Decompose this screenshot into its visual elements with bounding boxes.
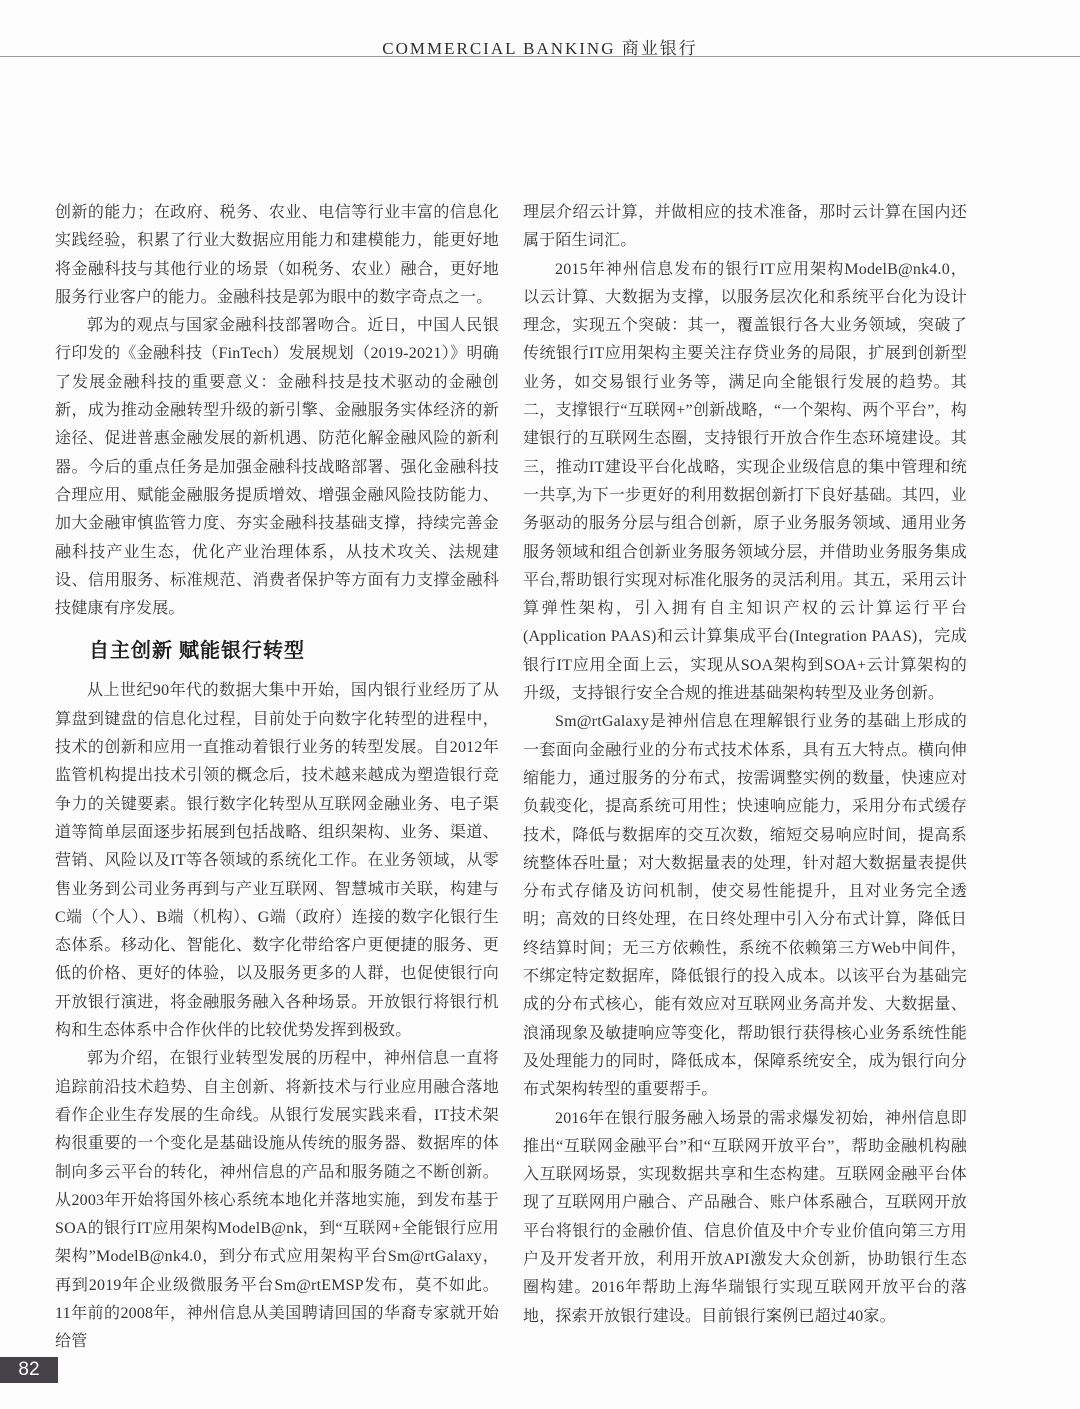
- running-head: COMMERCIAL BANKING 商业银行: [382, 39, 698, 58]
- paragraph-continuation: 理层介绍云计算，并做相应的技术准备，那时云计算在国内还属于陌生词汇。: [523, 204, 967, 250]
- paragraph: 郭为的观点与国家金融科技部署吻合。近日，中国人民银行印发的《金融科技（FinTech）发展规划（2019-2021）》明确了发展金融科技的重要意义：金融科技是技术驱动的金融创新，成为推动金融转型升级的新引擎、金融服务实体经济的新途径、促进普惠金融发展的新机遇、防范化解金融风险的新利器。今后的重点任务是加强金融科技战略部署、强化金融科技合理应用、赋能金融服务提质增效、增强金融风险技防能力、加大金融审慎监管力度、夯实金融科技基础支撑，持续完善金融科技产业生态，优化产业治理体系，从技术攻关、法规建设、信用服务、标准规范、消费者保护等方面有力支撑金融科技健康有序发展。: [55, 317, 499, 618]
- paragraph: Sm@rtGalaxy是神州信息在理解银行业务的基础上形成的一套面向金融行业的分布式技术体系，具有五大特点。横向伸缩能力，通过服务的分布式，按需调整实例的数量，快速应对负载变化，提高系统可用性；快速响应能力，采用分布式缓存技术，降低与数据库的交互次数，缩短交易响应时间，提高系统整体吞吐量；对大数据量表的处理，针对超大数据量表提供分布式存储及访问机制，使交易性能提升，且对业务完全透明；高效的日终处理，在日终处理中引入分布式计算，降低日终结算时间；无三方依赖性，系统不依赖第三方Web中间件，不绑定特定数据库，降低银行的投入成本。以该平台为基础完成的分布式核心，能有效应对互联网业务高并发、大数据量、浪涌现象及敏捷响应等变化，帮助银行获得核心业务系统性能及处理能力的同时，降低成本，保障系统安全，成为银行向分布式架构转型的重要帮手。: [523, 713, 967, 1099]
- paragraph: 2015年神州信息发布的银行IT应用架构ModelB@nk4.0，以云计算、大数据为支撑，以服务层次化和系统平台化为设计理念，实现五个突破：其一，覆盖银行各大业务领域，突破了传统银行IT应用架构主要关注存贷业务的局限，扩展到创新型业务，如交易银行业务等，满足向全能银行发展的趋势。其二，支撑银行“互联网+”创新战略，“一个架构、两个平台”，构建银行的互联网生态圈，支持银行开放合作生态环境建设。其三，推动IT建设平台化战略，实现企业级信息的集中管理和统一共享,为下一步更好的利用数据创新打下良好基础。其四，业务驱动的服务分层与组合创新，原子业务服务领域、通用业务服务领域和组合创新业务服务领域分层，并借助业务服务集成平台,帮助银行实现对标准化服务的灵活利用。其五，采用云计算弹性架构，引入拥有自主知识产权的云计算运行平台(Application PAAS)和云计算集成平台(Integration PAAS)，完成银行IT应用全面上云，实现从SOA架构到SOA+云计算架构的升级，支持银行安全合规的推进基础架构转型及业务创新。: [523, 260, 967, 703]
- article-body: [55, 199, 967, 1357]
- left-column: [55, 199, 499, 1357]
- page-number: 82: [18, 1359, 40, 1380]
- section-heading: 自主创新 赋能银行转型: [89, 640, 305, 663]
- right-column: [523, 199, 967, 1357]
- page-number-badge: [0, 1357, 58, 1383]
- paragraph: 郭为介绍，在银行业转型发展的历程中，神州信息一直将追踪前沿技术趋势、自主创新、将新技术与行业应用融合落地看作企业生存发展的生命线。从银行发展实践来看，IT技术架构很重要的一个变化是基础设施从传统的服务器、数据库的体制向多云平台的转化，神州信息的产品和服务随之不断创新。从2003年开始将国外核心系统本地化并落地实施，到发布基于SOA的银行IT应用架构ModelB@nk，到“互联网+全能银行应用架构”ModelB@nk4.0，到分布式应用架构平台Sm@rtGalaxy，再到2019年企业级微服务平台Sm@rtEMSP发布，莫不如此。11年前的2008年，神州信息从美国聘请回国的华裔专家就开始给管: [55, 1050, 499, 1351]
- paragraph: 2016年在银行服务融入场景的需求爆发初始，神州信息即推出“互联网金融平台”和“互联网开放平台”，帮助金融机构融入互联网场景，实现数据共享和生态构建。互联网金融平台体现了互联网用户融合、产品融合、账户体系融合，互联网开放平台将银行的金融价值、信息价值及中介专业价值向第三方用户及开发者开放，利用开放API激发大众创新，协助银行生态圈构建。2016年帮助上海华瑞银行实现互联网开放平台的落地，探索开放银行建设。目前银行案例已超过40家。: [523, 1109, 967, 1325]
- paragraph: 从上世纪90年代的数据大集中开始，国内银行业经历了从算盘到键盘的信息化过程，目前处于向数字化转型的进程中，技术的创新和应用一直推动着银行业务的转型发展。自2012年监管机构提出技术引领的概念后，技术越来越成为塑造银行竞争力的关键要素。银行数字化转型从互联网金融业务、电子渠道等简单层面逐步拓展到包括战略、组织架构、业务、渠道、营销、风险以及IT等各领域的系统化工作。在业务领域，从零售业务到公司业务再到与产业互联网、智慧城市关联，构建与C端（个人）、B端（机构）、G端（政府）连接的数字化银行生态体系。移动化、智能化、数字化带给客户更便捷的服务、更低的价格、更好的体验，以及服务更多的人群，也促使银行向开放银行演进，将金融服务融入各种场景。开放银行将银行机构和生态体系中合作伙伴的比较优势发挥到极致。: [55, 682, 499, 1040]
- paragraph-continuation: 创新的能力；在政府、税务、农业、电信等行业丰富的信息化实践经验，积累了行业大数据应用能力和建模能力，能更好地将金融科技与其他行业的场景（如税务、农业）融合，更好地服务行业客户的能力。金融科技是郭为眼中的数字奇点之一。: [55, 204, 499, 306]
- header-divider: [0, 56, 1080, 57]
